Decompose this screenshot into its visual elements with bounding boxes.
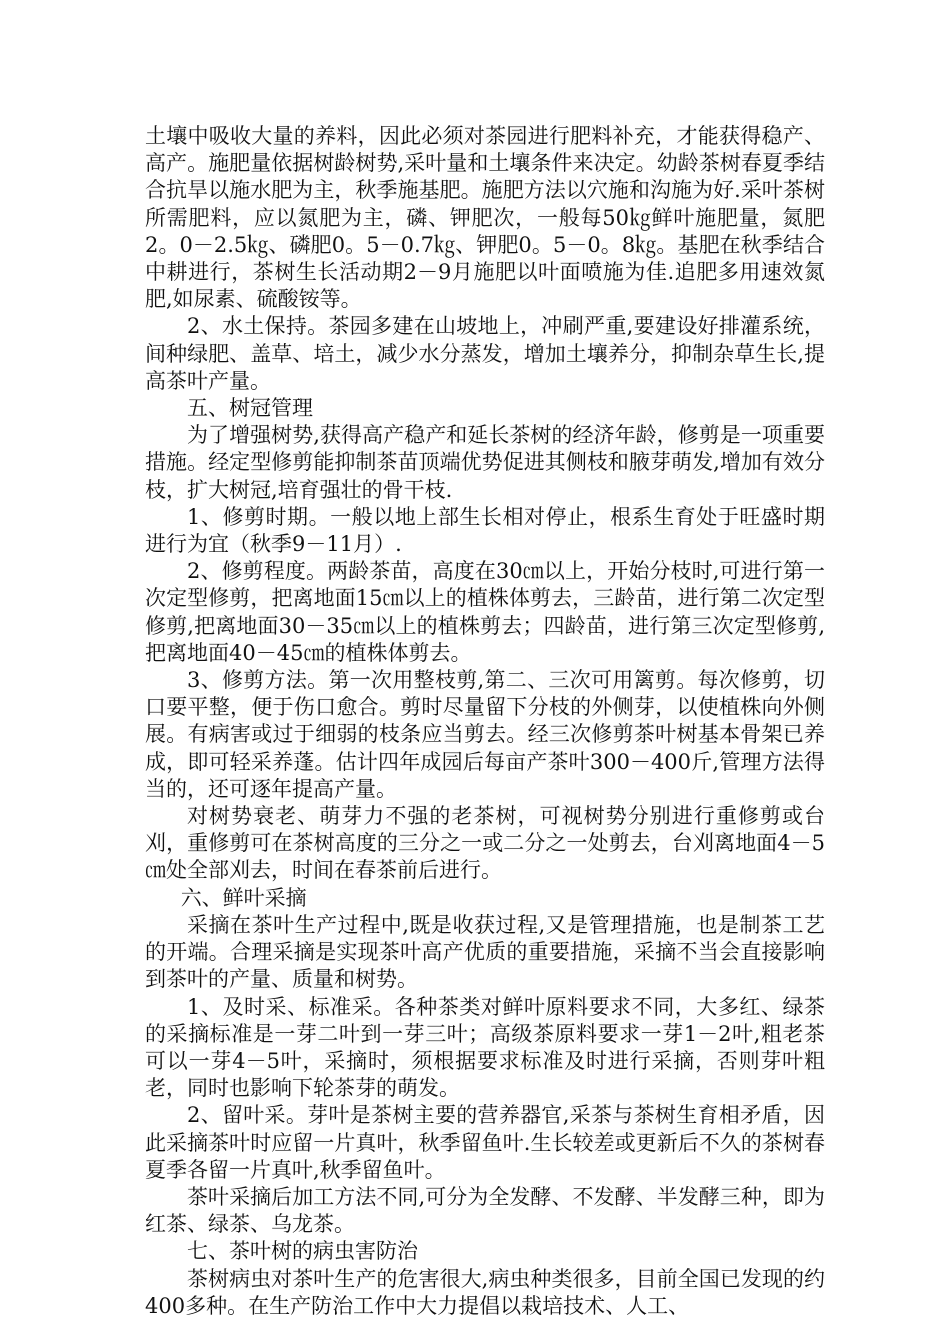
paragraph-old-tree-pruning: 对树势衰老、萌芽力不强的老茶树，可视树势分别进行重修剪或台刈，重修剪可在茶树高度的三分之一或二分之一处剪去，台刈离地面4－5㎝处全部刈去，时间在春茶前后进行。 — [145, 804, 825, 883]
section-heading-canopy-management: 五、树冠管理 — [187, 396, 313, 421]
paragraph-pruning-timing: 1、修剪时期。一般以地上部生长相对停止，根系生育处于旺盛时期进行为宜（秋季9－11月）. — [145, 504, 825, 557]
paragraph-picking-intro: 采摘在茶叶生产过程中,既是收获过程,又是管理措施，也是制茶工艺的开端。合理采摘是实现茶叶高产优质的重要措施，采摘不当会直接影响到茶叶的产量、质量和树势。 — [145, 912, 825, 992]
paragraph-timely-standard-picking: 1、及时采、标准采。各种茶类对鲜叶原料要求不同，大多红、绿茶的采摘标准是一芽二叶到一芽三叶；高级茶原料要求一芽1－2叶,粗老茶可以一芽4－5叶，采摘时，须根据要求标准及时进行采摘，否则芽叶粗老，同时也影响下轮茶芽的萌发。 — [145, 994, 825, 1101]
paragraph-pruning-degree: 2、修剪程度。两龄茶苗，高度在30㎝以上，开始分枝时,可进行第一次定型修剪，把离地面15㎝以上的植株体剪去，三龄苗，进行第二次定型修剪,把离地面30－35㎝以上的植株剪去；四龄苗，进行第三次定型修剪,把离地面40－45㎝的植株体剪去。 — [145, 559, 825, 665]
paragraph-fertilizer-continued: 土壤中吸收大量的养料，因此必须对茶园进行肥料补充，才能获得稳产、高产。施肥量依据树龄树势,采叶量和土壤条件来决定。幼龄茶树春夏季结合抗旱以施水肥为主，秋季施基肥。施肥方法以穴施和沟施为好.采叶茶树所需肥料，应以氮肥为主，磷、钾肥次，一般每50㎏鲜叶施肥量，氮肥2。0－2.5㎏、磷肥0。5－0.7㎏、钾肥0。5－0。8㎏。基肥在秋季结合中耕进行，茶树生长活动期2－9月施肥以叶面喷施为佳.追肥多用速效氮肥,如尿素、硫酸铵等。 — [145, 124, 825, 312]
paragraph-pruning-method: 3、修剪方法。第一次用整枝剪,第二、三次可用篱剪。每次修剪，切口要平整，便于伤口愈合。剪时尽量留下分枝的外侧芽，以使植株向外侧展。有病害或过于细弱的枝条应当剪去。经三次修剪茶叶树基本骨架已养成，即可轻采养蓬。估计四年成园后每亩产茶叶300－400斤,管理方法得当的，还可逐年提高产量。 — [145, 668, 825, 801]
paragraph-soil-water-conservation: 2、水土保持。茶园多建在山坡地上，冲刷严重,要建设好排灌系统，间种绿肥、盖草、培土，减少水分蒸发，增加土壤养分，抑制杂草生长,提高茶叶产量。 — [145, 314, 825, 393]
section-heading-pest-control: 七、茶叶树的病虫害防治 — [187, 1239, 418, 1264]
paragraph-pruning-intro: 为了增强树势,获得高产稳产和延长茶树的经济年龄，修剪是一项重要措施。经定型修剪能抑制茶苗顶端优势促进其侧枝和腋芽萌发,增加有效分枝，扩大树冠,培育强壮的骨干枝. — [145, 423, 825, 502]
paragraph-pest-intro: 茶树病虫对茶叶生产的危害很大,病虫种类很多，目前全国已发现的约400多种。在生产防治工作中大力提倡以栽培技术、人工、 — [145, 1266, 825, 1318]
paragraph-processing-types: 茶叶采摘后加工方法不同,可分为全发酵、不发酵、半发酵三种，即为红茶、绿茶、乌龙茶。 — [145, 1184, 825, 1237]
paragraph-leaf-retention-picking: 2、留叶采。芽叶是茶树主要的营养器官,采茶与茶树生育相矛盾，因此采摘茶叶时应留一片真叶，秋季留鱼叶.生长较差或更新后不久的茶树春夏季各留一片真叶,秋季留鱼叶。 — [145, 1103, 825, 1182]
section-heading-leaf-picking: 六、鲜叶采摘 — [180, 885, 307, 910]
document-page — [145, 123, 825, 1320]
